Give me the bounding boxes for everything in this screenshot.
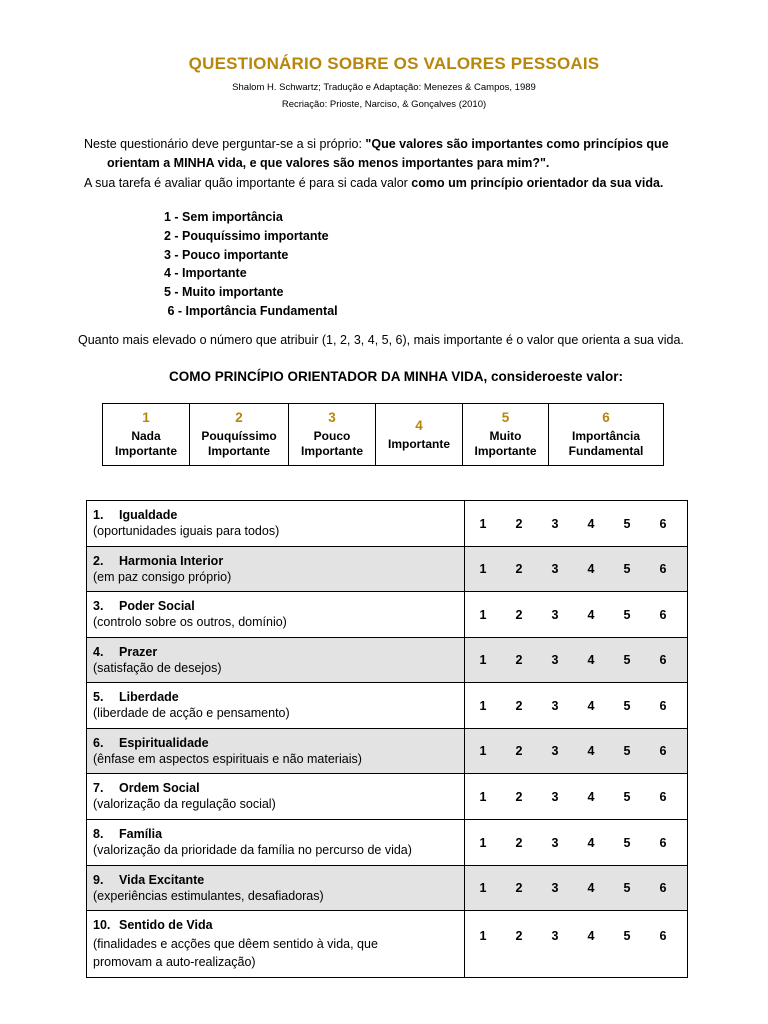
value-description-cont: promovam a auto-realização) <box>93 955 256 969</box>
rating-option[interactable]: 1 <box>479 835 487 850</box>
credits-line-2: Recriação: Prioste, Narciso, & Gonçalves (2010) <box>281 99 487 110</box>
values-rating-table <box>86 500 688 978</box>
rating-option[interactable]: 6 <box>659 789 667 804</box>
rating-option[interactable]: 1 <box>479 881 487 895</box>
rating-option[interactable]: 4 <box>587 744 595 758</box>
rating-option[interactable]: 2 <box>515 653 523 667</box>
table-row <box>87 774 687 820</box>
table-row <box>87 820 687 866</box>
rating-option[interactable]: 4 <box>587 929 595 943</box>
rating-option[interactable]: 5 <box>623 929 631 943</box>
rating-option[interactable]: 4 <box>587 562 595 576</box>
value-label <box>87 638 465 682</box>
rating-options <box>465 547 687 591</box>
legend-cell-2 <box>190 404 289 465</box>
value-description: (valorização da prioridade da família no percurso de vida) <box>93 842 412 857</box>
legend-label: Importante <box>207 444 270 458</box>
rating-option[interactable]: 3 <box>551 881 559 895</box>
importance-scale-list <box>164 210 338 323</box>
rating-option[interactable]: 6 <box>659 516 667 531</box>
value-description: (ênfase em aspectos espirituais e não materiais) <box>93 751 362 766</box>
rating-option[interactable]: 6 <box>659 929 667 943</box>
rating-option[interactable]: 5 <box>623 881 631 895</box>
rating-option[interactable]: 1 <box>479 744 487 758</box>
rating-option[interactable]: 3 <box>551 653 559 667</box>
intro-line-1-text: Neste questionário deve perguntar-se a si próprio: <box>84 137 366 151</box>
value-label <box>87 866 465 910</box>
value-index: 9. <box>93 873 104 887</box>
section-heading: COMO PRINCÍPIO ORIENTADOR DA MINHA VIDA, consideroeste valor: <box>168 369 624 384</box>
rating-option[interactable]: 5 <box>623 698 631 713</box>
rating-option[interactable]: 6 <box>659 562 667 576</box>
rating-option[interactable]: 4 <box>587 698 595 713</box>
legend-label: Importante <box>387 436 450 451</box>
intro-line-3-text: A sua tarefa é avaliar quão importante é para si cada valor <box>84 176 412 190</box>
rating-option[interactable]: 1 <box>479 698 487 713</box>
rating-option[interactable]: 1 <box>479 789 487 804</box>
value-description: (experiências estimulantes, desafiadoras) <box>93 888 324 903</box>
value-name: Prazer <box>119 645 158 659</box>
rating-option[interactable]: 2 <box>515 881 523 895</box>
rating-option[interactable]: 3 <box>551 516 559 531</box>
rating-option[interactable]: 2 <box>515 516 523 531</box>
table-row <box>87 501 687 547</box>
value-index: 1. <box>93 508 104 522</box>
value-name: Espiritualidade <box>119 736 209 750</box>
intro-line-1-bold: "Que valores são importantes como princípios que <box>365 137 669 151</box>
rating-option[interactable]: 5 <box>623 835 631 850</box>
rating-option[interactable]: 3 <box>551 698 559 713</box>
legend-number: 6 <box>602 410 610 425</box>
credits-line-1: Shalom H. Schwartz; Tradução e Adaptação: Menezes & Campos, 1989 <box>232 82 536 93</box>
legend-number: 2 <box>235 410 243 425</box>
legend-number: 5 <box>501 410 510 425</box>
rating-option[interactable]: 4 <box>587 516 595 531</box>
value-name: Poder Social <box>119 599 195 613</box>
rating-option[interactable]: 6 <box>659 744 667 758</box>
legend-label: Importância <box>571 429 640 443</box>
legend-label: Pouquíssimo <box>201 429 277 443</box>
value-label <box>87 547 465 591</box>
rating-option[interactable]: 3 <box>551 929 559 943</box>
rating-option[interactable]: 5 <box>623 653 631 667</box>
rating-option[interactable]: 5 <box>623 562 631 576</box>
value-index: 8. <box>93 827 104 841</box>
value-name: Ordem Social <box>119 781 200 795</box>
scale-item: 3 - Pouco importante <box>164 247 289 262</box>
rating-options <box>465 774 687 819</box>
value-index: 7. <box>93 781 104 795</box>
value-description: (oportunidades iguais para todos) <box>93 523 280 538</box>
legend-cell-4 <box>376 404 463 465</box>
rating-option[interactable]: 1 <box>479 562 487 576</box>
rating-option[interactable]: 6 <box>659 698 667 713</box>
value-name: Liberdade <box>119 690 179 704</box>
intro-line-2-bold: orientam a MINHA vida, e que valores são menos importantes para mim?". <box>107 156 550 170</box>
legend-label: Importante <box>114 444 177 458</box>
legend-label: Importante <box>474 444 537 458</box>
rating-option[interactable]: 6 <box>659 607 667 622</box>
value-name: Igualdade <box>119 508 178 522</box>
legend-number: 4 <box>415 417 423 433</box>
value-label <box>87 683 465 728</box>
legend-label: Pouco <box>313 429 351 443</box>
rating-option[interactable]: 2 <box>515 607 523 622</box>
value-index: 4. <box>93 645 104 659</box>
scale-item: 5 - Muito importante <box>164 285 284 300</box>
rating-option[interactable]: 2 <box>515 789 523 804</box>
rating-options <box>465 638 687 682</box>
rating-option[interactable]: 5 <box>623 516 631 531</box>
value-index: 3. <box>93 599 104 613</box>
value-index: 10. <box>93 918 111 932</box>
value-index: 2. <box>93 554 104 568</box>
rating-option[interactable]: 1 <box>479 653 487 667</box>
rating-option[interactable]: 4 <box>587 789 595 804</box>
rating-option[interactable]: 3 <box>551 789 559 804</box>
rating-options <box>465 683 687 728</box>
value-label <box>87 729 465 773</box>
rating-option[interactable]: 6 <box>659 835 667 850</box>
legend-label: Importante <box>300 444 363 458</box>
table-row <box>87 911 687 977</box>
scale-item: 2 - Pouquíssimo importante <box>164 228 329 243</box>
table-row <box>87 592 687 638</box>
value-label <box>87 820 465 865</box>
legend-cell-6 <box>549 404 663 465</box>
rating-option[interactable]: 3 <box>551 744 559 758</box>
legend-label: Nada <box>131 429 161 443</box>
scale-item: 6 - Importância Fundamental <box>164 303 338 318</box>
rating-options <box>465 820 687 865</box>
scale-item: 4 - Importante <box>164 266 247 281</box>
rating-option[interactable]: 2 <box>515 929 523 943</box>
value-label <box>87 911 465 977</box>
legend-number: 3 <box>328 410 336 425</box>
legend-cell-5 <box>463 404 549 465</box>
legend-cell-1 <box>103 404 190 465</box>
value-description: (controlo sobre os outros, domínio) <box>93 614 287 629</box>
rating-option[interactable]: 4 <box>587 653 595 667</box>
rating-option[interactable]: 2 <box>515 744 523 758</box>
rating-option[interactable]: 1 <box>479 929 487 943</box>
rating-option[interactable]: 3 <box>551 835 559 850</box>
intro-line-3 <box>84 176 663 190</box>
rating-option[interactable]: 2 <box>515 698 523 713</box>
rating-option[interactable]: 5 <box>623 607 631 622</box>
value-name: Sentido de Vida <box>119 918 213 932</box>
rating-option[interactable]: 4 <box>587 881 595 895</box>
page-title: QUESTIONÁRIO SOBRE OS VALORES PESSOAIS <box>188 54 600 73</box>
intro-line-2 <box>107 156 549 170</box>
value-description: (satisfação de desejos) <box>93 660 222 675</box>
rating-options <box>465 911 687 977</box>
rating-options <box>465 866 687 910</box>
table-row <box>87 683 687 729</box>
rating-option[interactable]: 3 <box>551 607 559 622</box>
rating-options <box>465 729 687 773</box>
scale-item: 1 - Sem importância <box>164 210 283 224</box>
intro-line-3-bold: como um princípio orientador da sua vida. <box>411 176 664 190</box>
rating-option[interactable]: 3 <box>551 562 559 576</box>
rating-option[interactable]: 2 <box>515 835 523 850</box>
intro-line-1 <box>84 137 669 151</box>
rating-option[interactable]: 4 <box>587 835 595 850</box>
rating-options <box>465 592 687 637</box>
value-description: (valorização da regulação social) <box>93 796 276 811</box>
scale-legend-table <box>102 403 664 466</box>
table-row <box>87 638 687 683</box>
value-description: (em paz consigo próprio) <box>93 569 232 584</box>
value-name: Harmonia Interior <box>119 554 224 568</box>
rating-option[interactable]: 6 <box>659 881 667 895</box>
value-name: Vida Excitante <box>119 873 205 887</box>
value-index: 6. <box>93 736 104 750</box>
legend-number: 1 <box>142 410 150 425</box>
rating-option[interactable]: 6 <box>659 653 667 667</box>
table-row <box>87 866 687 911</box>
legend-label: Muito <box>489 429 522 443</box>
value-label <box>87 592 465 637</box>
rating-option[interactable]: 4 <box>587 607 595 622</box>
value-label <box>87 774 465 819</box>
scale-note: Quanto mais elevado o número que atribuir (1, 2, 3, 4, 5, 6), mais importante é o valor que orienta a sua vida. <box>78 333 684 347</box>
rating-option[interactable]: 1 <box>479 607 487 622</box>
value-label <box>87 501 465 546</box>
value-name: Família <box>119 827 163 841</box>
legend-label: Fundamental <box>568 444 644 458</box>
table-row <box>87 547 687 592</box>
value-description: (finalidades e acções que dêem sentido à vida, que <box>93 936 378 951</box>
rating-option[interactable]: 5 <box>623 744 631 758</box>
rating-option[interactable]: 5 <box>623 789 631 804</box>
rating-option[interactable]: 1 <box>479 516 487 531</box>
rating-options <box>465 501 687 546</box>
table-row <box>87 729 687 774</box>
legend-cell-3 <box>289 404 376 465</box>
value-description: (liberdade de acção e pensamento) <box>93 705 290 720</box>
value-index: 5. <box>93 690 104 704</box>
rating-option[interactable]: 2 <box>515 562 523 576</box>
